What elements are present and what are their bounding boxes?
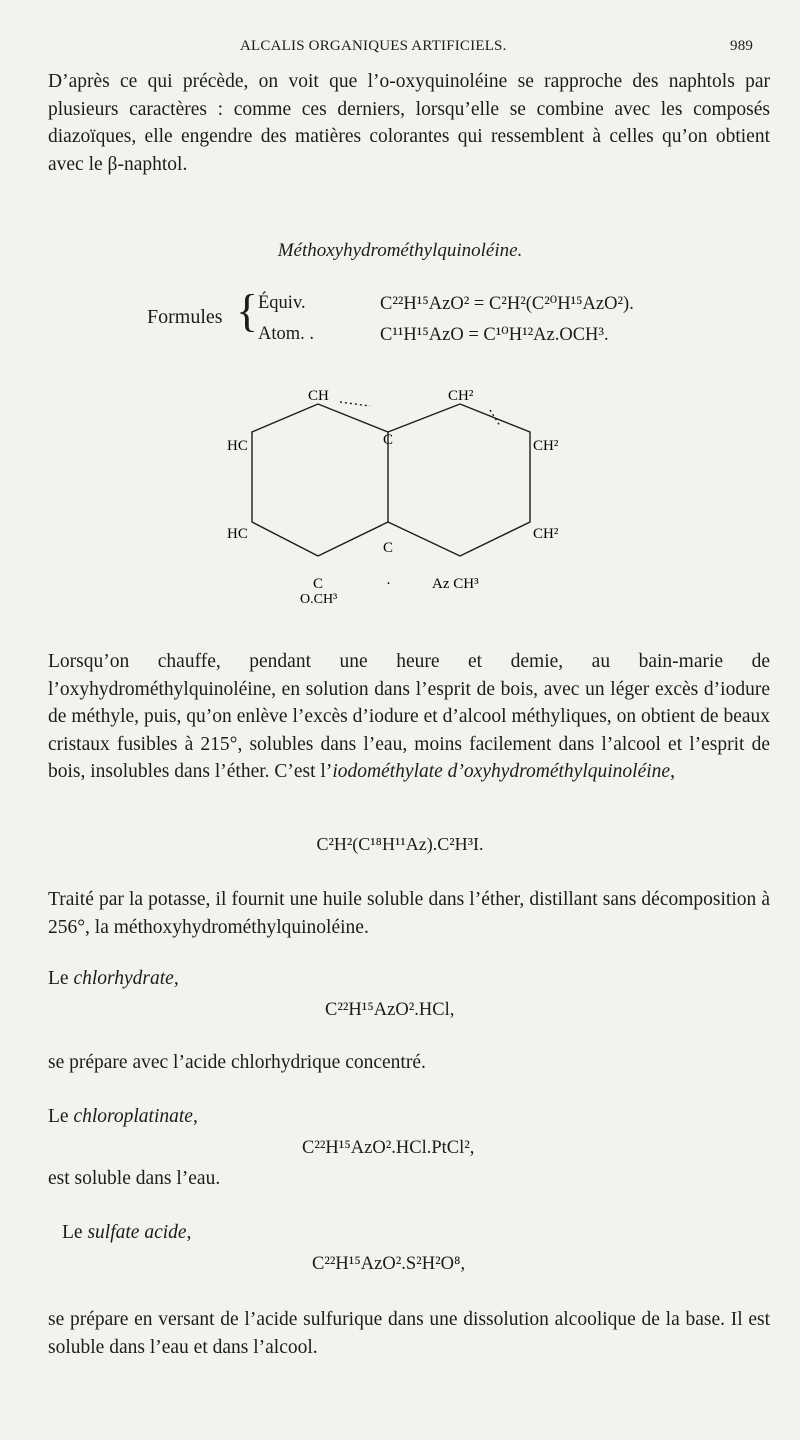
struct-label-ch2-right-lower: CH² <box>533 526 559 542</box>
running-header <box>0 38 800 60</box>
atom-label: Atom. . <box>258 324 315 344</box>
formula-sulfate: C²²H¹⁵AzO².S²H²O⁸, <box>312 1254 466 1274</box>
struct-label-ch2-top-right: CH² <box>448 388 474 404</box>
chloroplatinate-label: Le chloroplatinate, <box>48 1106 198 1127</box>
formula-chlorhydrate: C²²H¹⁵AzO².HCl, <box>325 1000 455 1020</box>
sulfate-label: Le sulfate acide, <box>62 1222 192 1243</box>
structure-diagram <box>0 380 800 620</box>
paragraph-iodomethylate: Lorsqu’on chauffe, pendant une heure et demie, au bain-marie de l’oxyhydrométhylquinoléine, en solution dans l’esprit de bois, avec un léger excès d’iodure de méthyle, puis, qu’on enlève l’excès d’iodure et d’alcool méthyliques, on obtient de beaux cristaux fusibles à 215°, solubles dans l’eau, moins facilement dans l’alcool et l’esprit de bois, insolubles dans l’éther. C’est l’iodométhylate d’oxyhydrométhylquinoléine, <box>48 651 770 782</box>
atom-formula: C¹¹H¹⁵AzO = C¹⁰H¹²Az.OCH³. <box>380 325 609 345</box>
struct-label-azch3: Az CH³ <box>432 576 479 592</box>
formulas-label: Formules <box>147 306 223 328</box>
equiv-formula: C²²H¹⁵AzO² = C²H²(C²⁰H¹⁵AzO²). <box>380 294 634 314</box>
struct-label-dot: · <box>386 576 391 592</box>
page-number: 989 <box>730 38 754 54</box>
chlorhydrate-text: se prépare avec l’acide chlorhydrique concentré. <box>48 1052 426 1073</box>
paragraph-potasse: Traité par la potasse, il fournit une huile soluble dans l’éther, distillant sans décomposition à 256°, la méthoxyhydrométhylquinoléine. <box>48 889 770 938</box>
sulfate-text: se prépare en versant de l’acide sulfurique dans une dissolution alcoolique de la base. Il est soluble dans l’eau et dans l’alcool. <box>48 1309 770 1358</box>
header-title: ALCALIS ORGANIQUES ARTIFICIELS. <box>240 38 507 54</box>
struct-label-ch2-right-upper: CH² <box>533 438 559 454</box>
formula-chloroplatinate: C²²H¹⁵AzO².HCl.PtCl², <box>302 1138 475 1158</box>
struct-label-c-upper: C <box>383 432 394 448</box>
chlorhydrate-label: Le chlorhydrate, <box>48 968 179 989</box>
struct-label-hc-lower: HC <box>227 526 248 542</box>
struct-label-hc-upper: HC <box>227 438 248 454</box>
chloroplatinate-text: est soluble dans l’eau. <box>48 1168 221 1189</box>
struct-label-c-lower: C <box>383 540 394 556</box>
paragraph-intro: D’après ce qui précède, on voit que l’o-oxyquinoléine se rapproche des naphtols par plusieurs caractères : comme ces derniers, lorsqu’elle se combine avec les composés diazoïques, elle engendre des matières colorantes qui ressemblent à celles qu’on obtient avec le β-naphtol. <box>48 71 770 175</box>
formula-brace: { <box>236 285 259 336</box>
equiv-label: Équiv. <box>258 293 306 313</box>
formula-iodomethylate: C²H²(C¹⁸H¹¹Az).C²H³I. <box>316 834 484 854</box>
struct-label-c-bottom: C <box>313 576 324 592</box>
struct-label-ch-top-left: CH <box>308 388 329 404</box>
compound-title: Méthoxyhydrométhylquinoléine. <box>277 240 523 261</box>
struct-label-och3: O.CH³ <box>300 592 338 607</box>
